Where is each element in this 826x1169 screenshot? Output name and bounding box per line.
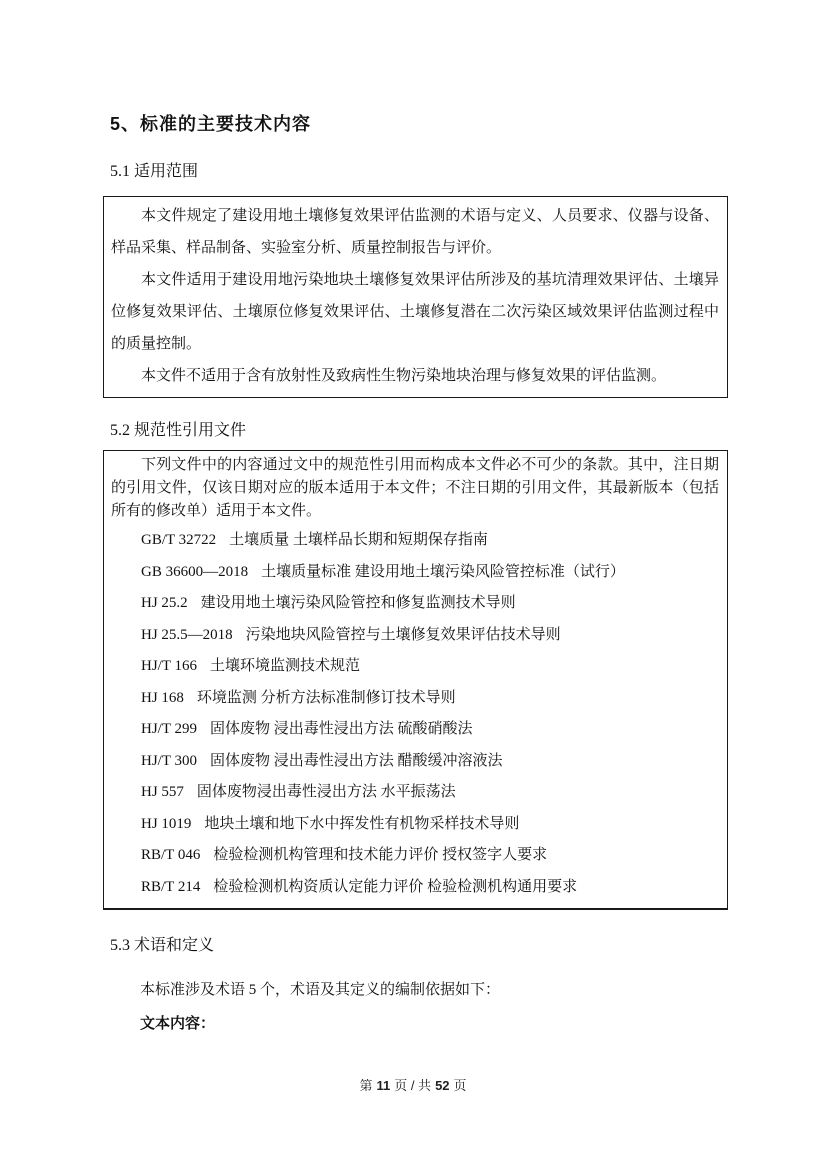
terms-paragraph: 本标准涉及术语 5 个，术语及其定义的编制依据如下：: [140, 982, 501, 998]
reference-title: 环境监测 分析方法标准制修订技术导则: [196, 689, 456, 706]
reference-title: 建设用地土壤污染风险管控和修复监测技术导则: [200, 595, 516, 611]
reference-code: GB 36600—2018: [141, 563, 249, 580]
reference-title: 固体废物 浸出毒性浸出方法 醋酸缓冲溶液法: [209, 752, 503, 769]
reference-code: HJ 25.2: [141, 595, 188, 611]
scope-paragraph-1: 本文件规定了建设用地土壤修复效果评估监测的术语与定义、人员要求、仪器与设备、样品采集、样品制备、实验室分析、质量控制报告与评价。: [111, 208, 719, 256]
reference-item: [111, 557, 719, 589]
reference-title: 土壤质量 土壤样品长期和短期保存指南: [229, 532, 488, 548]
reference-item: [111, 525, 719, 557]
scope-paragraph-2: 本文件适用于建设用地污染地块土壤修复效果评估所涉及的基坑清理效果评估、土壤异位修复效果评估、土壤原位修复效果评估、土壤修复潜在二次污染区域效果评估监测过程中的质量控制。: [111, 272, 719, 352]
reference-item: [111, 683, 719, 715]
scope-paragraph-3: 本文件不适用于含有放射性及致病性生物污染地块治理与修复效果的评估监测。: [141, 368, 667, 384]
section-5-2-heading: 5.2 规范性引用文件: [110, 422, 247, 439]
reference-item: [111, 620, 719, 652]
reference-title: 固体废物浸出毒性浸出方法 水平振荡法: [196, 784, 456, 800]
reference-title: 土壤质量标准 建设用地土壤污染风险管控标准（试行）: [261, 563, 625, 580]
reference-code: HJ/T 300: [141, 752, 197, 769]
reference-title: 检验检测机构管理和技术能力评价 授权签字人要求: [213, 847, 548, 863]
footer-page-number: 11: [376, 1078, 391, 1093]
reference-title: 固体废物 浸出毒性浸出方法 硫酸硝酸法: [209, 721, 473, 737]
references-list: [111, 525, 719, 903]
scope-box: [103, 196, 728, 398]
reference-title: 土壤环境监测技术规范: [209, 658, 360, 674]
reference-code: HJ 168: [141, 689, 184, 706]
reference-code: HJ 1019: [141, 815, 192, 832]
reference-item: [111, 651, 719, 683]
references-intro: 下列文件中的内容通过文中的规范性引用而构成本文件必不可少的条款。其中，注日期的引用文件，仅该日期对应的版本适用于本文件；不注日期的引用文件，其最新版本（包括所有的修改单）适用于本文件。: [111, 457, 719, 519]
reference-item: [111, 588, 719, 620]
reference-code: HJ 25.5—2018: [141, 626, 233, 643]
reference-title: 污染地块风险管控与土壤修复效果评估技术导则: [245, 626, 561, 643]
reference-item: [111, 746, 719, 778]
section-5-3-heading: 5.3 术语和定义: [110, 937, 215, 954]
page-footer: [0, 1077, 826, 1095]
reference-title: 地块土壤和地下水中挥发性有机物采样技术导则: [204, 815, 520, 832]
references-box: [103, 450, 728, 910]
reference-item: [111, 777, 719, 809]
reference-code: RB/T 214: [141, 878, 201, 895]
footer-suffix: 页: [453, 1078, 467, 1093]
reference-item: [111, 714, 719, 746]
page-title: 5、标准的主要技术内容: [110, 114, 312, 134]
reference-code: HJ 557: [141, 784, 184, 800]
reference-item: [111, 840, 719, 872]
reference-title: 检验检测机构资质认定能力评价 检验检测机构通用要求: [213, 878, 578, 895]
reference-code: GB/T 32722: [141, 532, 217, 548]
reference-code: RB/T 046: [141, 847, 201, 863]
reference-item: [111, 809, 719, 841]
terms-content-label: 文本内容：: [140, 1015, 216, 1032]
section-5-1-heading: 5.1 适用范围: [110, 163, 199, 180]
reference-item: [111, 872, 719, 904]
footer-mid: 页 / 共: [394, 1078, 432, 1093]
reference-code: HJ/T 299: [141, 721, 197, 737]
footer-prefix: 第: [359, 1078, 373, 1093]
footer-total-pages: 52: [435, 1078, 450, 1093]
reference-code: HJ/T 166: [141, 658, 197, 674]
